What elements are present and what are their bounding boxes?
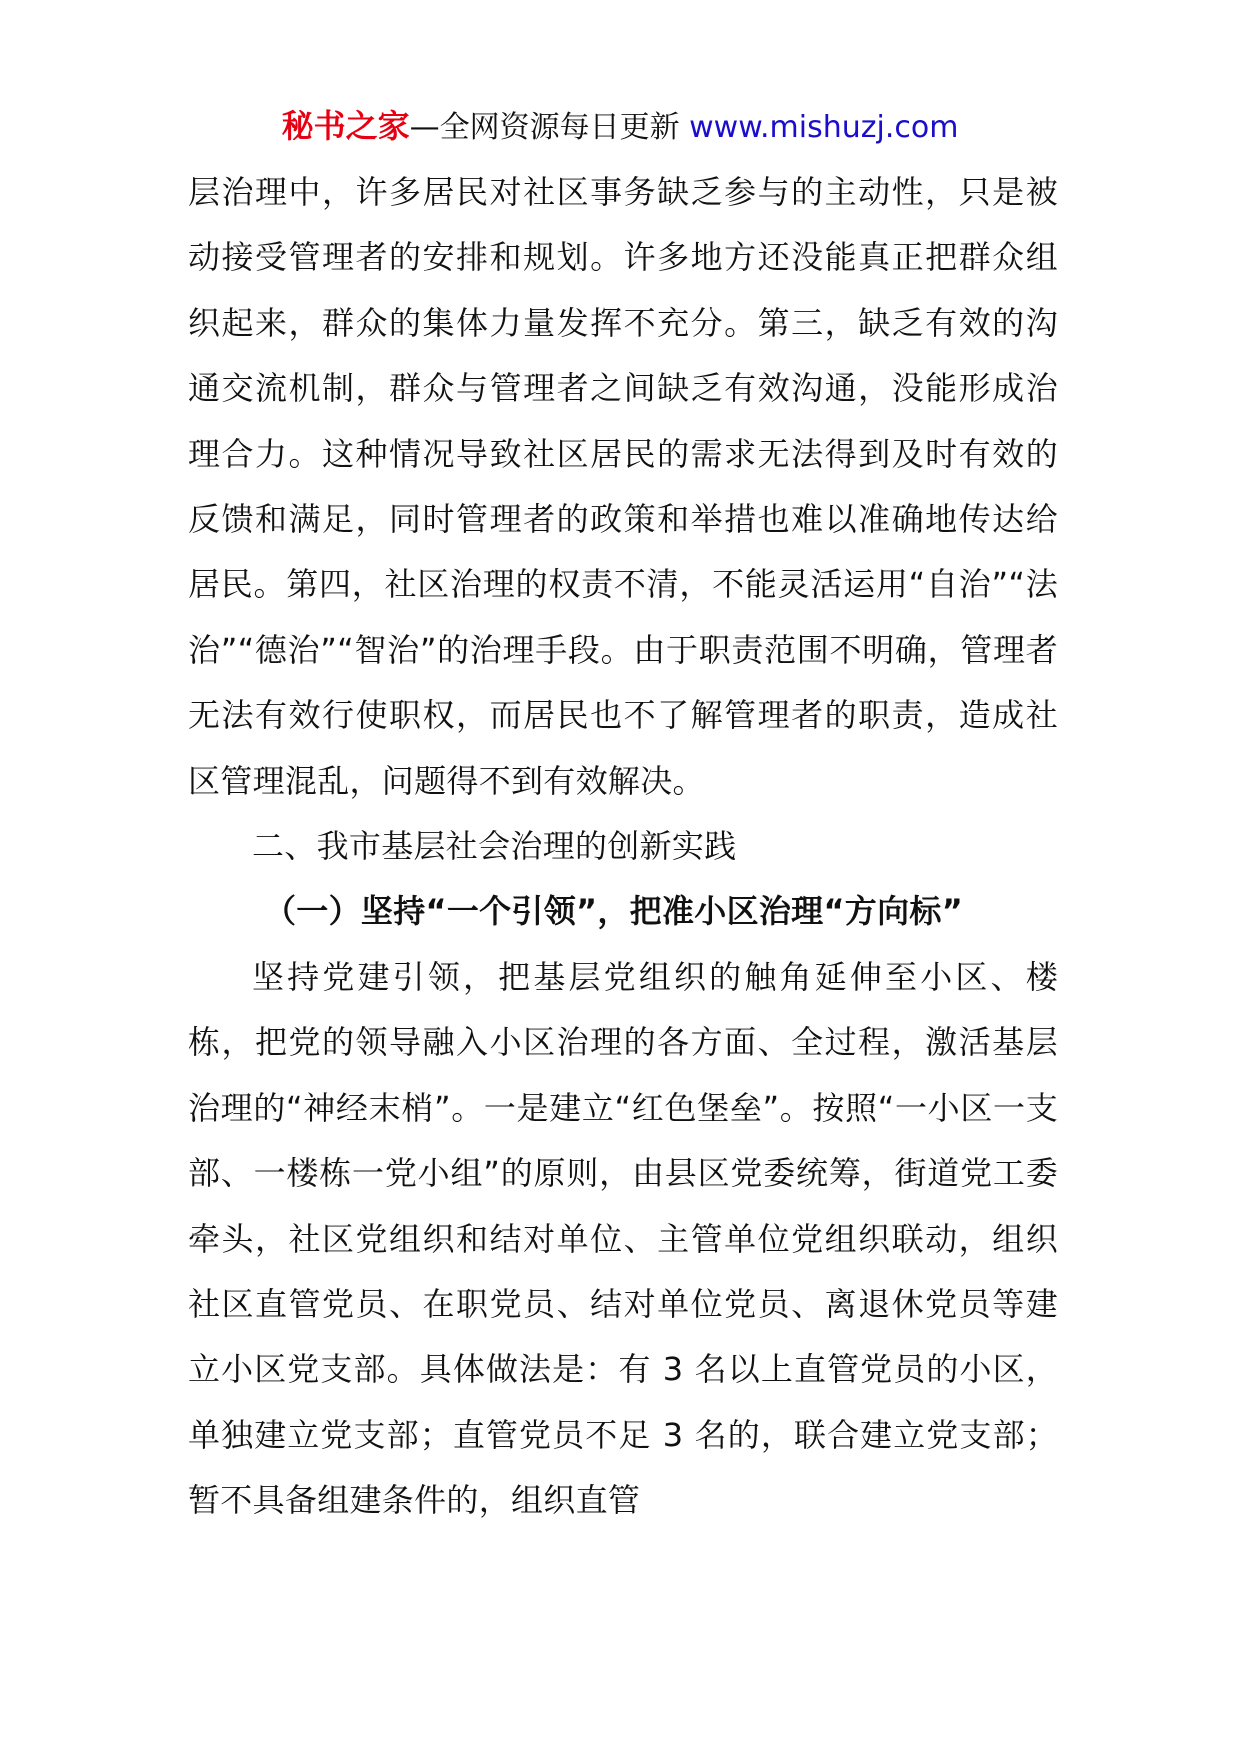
section-heading: 二、我市基层社会治理的创新实践: [252, 827, 737, 866]
body-paragraph: 层治理中，许多居民对社区事务缺乏参与的主动性，只是被动接受管理者的安排和规划。许多地方还没能真正把群众组织起来，群众的集体力量发挥不充分。第三，缺乏有效的沟通交流机制，群众与管理者之间缺乏有效沟通，没能形成治理合力。这种情况导致社区居民的需求无法得到及时有效的反馈和满足，同时管理者的政策和举措也难以准确地传达给居民。第四，社区治理的权责不清，不能灵活运用“自治”“法治”“德治”“智治”的治理手段。由于职责范围不明确，管理者无法有效行使职权，而居民也不了解管理者的职责，造成社区管理混乱，问题得不到有效解决。: [188, 173, 1058, 800]
site-brand: 秘书之家: [281, 107, 410, 145]
site-url[interactable]: www.mishuzj.com: [689, 110, 959, 145]
site-tagline: —全网资源每日更新: [409, 110, 690, 145]
document-body: [188, 160, 1058, 1534]
sub-heading: （一）坚持“一个引领”，把准小区治理“方向标”: [264, 892, 964, 931]
page-header: [0, 104, 1240, 150]
body-paragraph: 坚持党建引领，把基层党组织的触角延伸至小区、楼栋，把党的领导融入小区治理的各方面、全过程，激活基层治理的“神经末梢”。一是建立“红色堡垒”。按照“一小区一支部、一楼栋一党小组”的原则，由县区党委统筹，街道党工委牵头，社区党组织和结对单位、主管单位党组织联动，组织社区直管党员、在职党员、结对单位党员、离退休党员等建立小区党支部。具体做法是：有 3 名以上直管党员的小区，单独建立党支部；直管党员不足 3 名的，联合建立党支部；暂不具备组建条件的，组织直管: [188, 957, 1058, 1520]
